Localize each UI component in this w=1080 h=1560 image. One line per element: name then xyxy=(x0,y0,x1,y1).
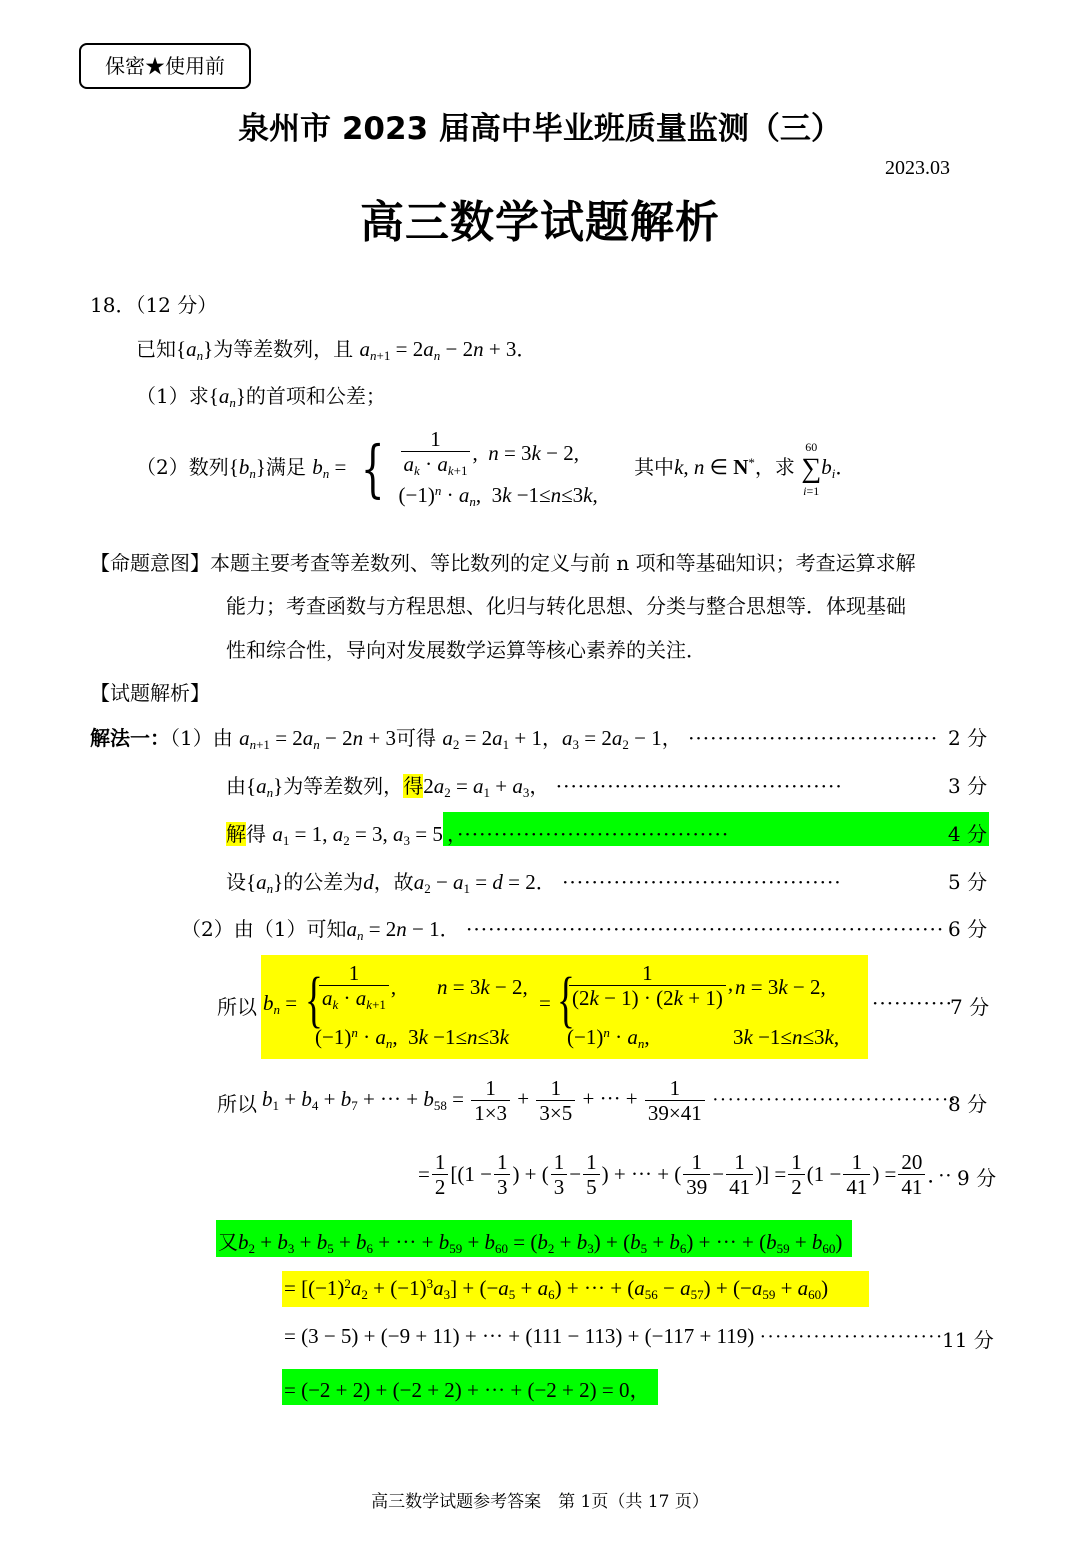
exam-date: 2023.03 xyxy=(885,157,950,179)
solution-step-6-dots: ··········· xyxy=(872,991,953,1015)
score-2: 2 分 xyxy=(948,726,988,750)
question-number: 18．（12 分） xyxy=(90,293,218,317)
score-4: 4 分 xyxy=(947,822,987,846)
exam-title: 泉州市 2023 届高中毕业班质量监测（三） xyxy=(238,111,842,147)
score-11: 11 分 xyxy=(942,1328,994,1352)
highlight-step-9: 又$b_2 + b_3 + b_5 + b_6$ + ··· + $b_{59} + b_{60} = (b_2 + b_3) + (b_5 + b_6)$ + ··· + $(b_{59} + b_{60})$ xyxy=(216,1220,852,1257)
method-label: 解法一： xyxy=(90,726,170,750)
solution-step-4: 设$\{a_n\}$的公差为d，故$a_2 - a_1 = d = 2$． ······································ xyxy=(226,870,842,896)
highlight-step-3: ，····································· 4 分 xyxy=(443,812,989,846)
intent-line-2: 能力；考查函数与方程思想、化归与转化思想、分类与整合思想等．体现基础 xyxy=(226,594,906,618)
score-9: 9 分 xyxy=(957,1166,997,1190)
score-6: 6 分 xyxy=(948,917,988,941)
highlight-step-12: = (−2 + 2) + (−2 + 2) + ··· + (−2 + 2) = 0， xyxy=(282,1369,658,1405)
solution-step-3: 解得 $a_1 = 1$, $a_2 = 3$, $a_3 = 5$ xyxy=(226,822,443,848)
page-footer: 高三数学试题参考答案 第 1页（共 17 页） xyxy=(371,1492,709,1512)
highlight-step-10: = $[(-1)^2a_2 + (-1)^3a_3] + (-a_5 + a_6)$ + ··· + $(a_{56} - a_{57}) + (-a_{59} + a_{60})$ xyxy=(282,1271,869,1307)
solution-step-7: $b_1 + b_4 + b_7$ + ··· + $b_{58}$ = $\frac{1}{1\times 3}$ + $\frac{1}{3\times 5}$ + ··· + $\frac{1}{39\times 41}$ ································ xyxy=(262,1076,958,1125)
intent-line-3: 性和综合性，导向对发展数学运算等核心素养的关注． xyxy=(226,638,706,662)
highlight-mark: 解 xyxy=(226,822,246,846)
highlight-mark: 得 xyxy=(403,774,424,798)
question-stem: 已知$\{a_n\}$为等差数列，且 $a_{n+1} = 2a_n - 2n + 3$． xyxy=(136,337,537,363)
question-part-1: （1）求$\{a_n\}$的首项和公差； xyxy=(136,384,386,410)
analysis-label: 【试题解析】 xyxy=(90,681,210,705)
confidential-stamp: 保密★使用前 xyxy=(79,43,251,89)
document-title: 高三数学试题解析 xyxy=(360,197,720,248)
score-3: 3 分 xyxy=(948,774,988,798)
solution-step-1: 解法一：（1）由 $a_{n+1} = 2a_n - 2n + 3$可得 $a_2 = 2a_1 + 1$，$a_3 = 2a_2 - 1$， ·································· xyxy=(90,726,939,752)
solution-step-7-label: 所以 xyxy=(217,1092,257,1116)
intent-line-1: 【命题意图】本题主要考查等差数列、等比数列的定义与前 n 项和等基础知识；考查运算求解 xyxy=(90,551,916,575)
intent-label: 【命题意图】 xyxy=(90,551,210,575)
solution-step-6-label: 所以 xyxy=(217,995,257,1019)
solution-step-11: = (3 − 5) + (−9 + 11) + ··· + (111 − 113) + (−117 + 119) ························ xyxy=(284,1324,944,1348)
solution-step-2: 由$\{a_n\}$为等差数列，得$2a_2 = a_1 + a_3$， ······································· xyxy=(226,774,843,800)
solution-step-8: = $\frac{1}{2}$ [(1 − $\frac{1}{3}$ ) + ( $\frac{1}{3}$ − $\frac{1}{5}$ ) + ··· + ( $\frac{1}{39}$ − $\frac{1}{41}$ )] = $\frac{1}{2}$ (1 − $\frac{1}{41}$ ) = $\frac{20}{41}$ ．·· xyxy=(418,1150,952,1199)
solution-step-5: （2）由（1）可知$a_n = 2n - 1$． ································································· xyxy=(181,917,945,943)
score-7: 7 分 xyxy=(950,995,990,1019)
score-5: 5 分 xyxy=(948,870,988,894)
question-part-2: （2）数列$\{b_n\}$满足 $b_n$ = { $\frac{1}{a_k \cdot a_{k+1}}$ , n = 3k − 2, $(-1)^n \cdot a_n$, 3k −1≤n≤3k, 其中k, n ∈ N*，求 60 ∑ i=1 $b_i$． xyxy=(136,427,856,509)
highlight-step-6: $b_n$ = { $\frac{1}{a_k \cdot a_{k+1}}$ , n = 3k − 2, $(-1)^n \cdot a_n$, 3k −1≤n≤3k = { $\frac{1}{(2k - 1) \cdot (2k + 1)}$ , n = 3k − 2, $(-1)^n \cdot a_n$, 3k −1≤n≤3k, xyxy=(261,955,868,1059)
score-8: 8 分 xyxy=(948,1092,988,1116)
